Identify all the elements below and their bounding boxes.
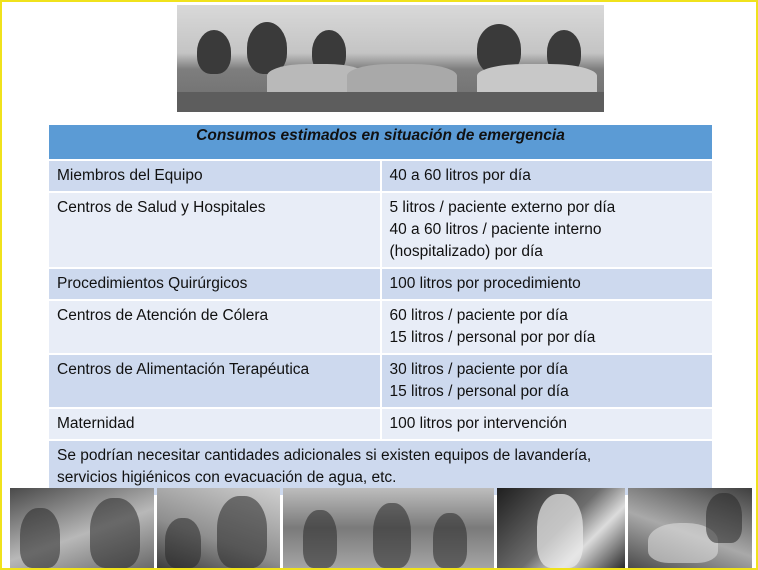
person-shape bbox=[90, 498, 140, 568]
camp-tents-photo bbox=[177, 5, 604, 112]
water-consumption-table bbox=[47, 123, 714, 497]
table-title: Consumos estimados en situación de emergencia bbox=[48, 124, 713, 160]
row-label: Miembros del Equipo bbox=[48, 160, 381, 192]
row-value bbox=[381, 408, 714, 440]
value-line: 15 litros / personal por día bbox=[389, 383, 569, 400]
child-care-photo bbox=[157, 488, 280, 568]
tent-shape bbox=[347, 64, 457, 94]
row-label: Procedimientos Quirúrgicos bbox=[48, 268, 381, 300]
row-value bbox=[381, 192, 714, 268]
person-shape bbox=[303, 510, 337, 568]
person-shape bbox=[217, 496, 267, 568]
hospital-crowd-photo bbox=[283, 488, 494, 568]
row-value bbox=[381, 300, 714, 354]
row-label: Centros de Salud y Hospitales bbox=[48, 192, 381, 268]
row-value bbox=[381, 268, 714, 300]
person-shape bbox=[706, 493, 742, 543]
person-shape bbox=[433, 513, 467, 568]
table-row bbox=[48, 192, 713, 268]
person-shape bbox=[20, 508, 60, 568]
note-line: servicios higiénicos con evacuación de agua, etc. bbox=[57, 469, 397, 486]
note-line: Se podrían necesitar cantidades adicionales si existen equipos de lavandería, bbox=[57, 447, 592, 464]
person-shape bbox=[537, 494, 583, 568]
row-label: Centros de Alimentación Terapéutica bbox=[48, 354, 381, 408]
value-line: 40 a 60 litros por día bbox=[389, 167, 531, 184]
table-title-row bbox=[48, 124, 713, 160]
value-line: 60 litros / paciente por día bbox=[389, 307, 568, 324]
table-row bbox=[48, 268, 713, 300]
row-label: Centros de Atención de Cólera bbox=[48, 300, 381, 354]
tree-shape bbox=[197, 30, 231, 74]
value-line: 15 litros / personal por por día bbox=[389, 329, 596, 346]
value-line: 30 litros / paciente por día bbox=[389, 361, 568, 378]
person-shape bbox=[165, 518, 201, 568]
table-row bbox=[48, 160, 713, 192]
table-row bbox=[48, 300, 713, 354]
value-line: 40 a 60 litros / paciente interno bbox=[389, 221, 602, 238]
value-line: (hospitalizado) por día bbox=[389, 243, 543, 260]
ground bbox=[177, 92, 604, 112]
protective-suit-photo bbox=[497, 488, 625, 568]
person-shape bbox=[373, 503, 411, 568]
row-value bbox=[381, 160, 714, 192]
table-row bbox=[48, 354, 713, 408]
patient-bed-photo bbox=[628, 488, 752, 568]
value-line: 5 litros / paciente externo por día bbox=[389, 199, 616, 216]
medical-staff-photo bbox=[10, 488, 154, 568]
row-label: Maternidad bbox=[48, 408, 381, 440]
value-line: 100 litros por intervención bbox=[389, 415, 567, 432]
table-row bbox=[48, 408, 713, 440]
row-value bbox=[381, 354, 714, 408]
tent-shape bbox=[477, 64, 597, 94]
value-line: 100 litros por procedimiento bbox=[389, 275, 581, 292]
